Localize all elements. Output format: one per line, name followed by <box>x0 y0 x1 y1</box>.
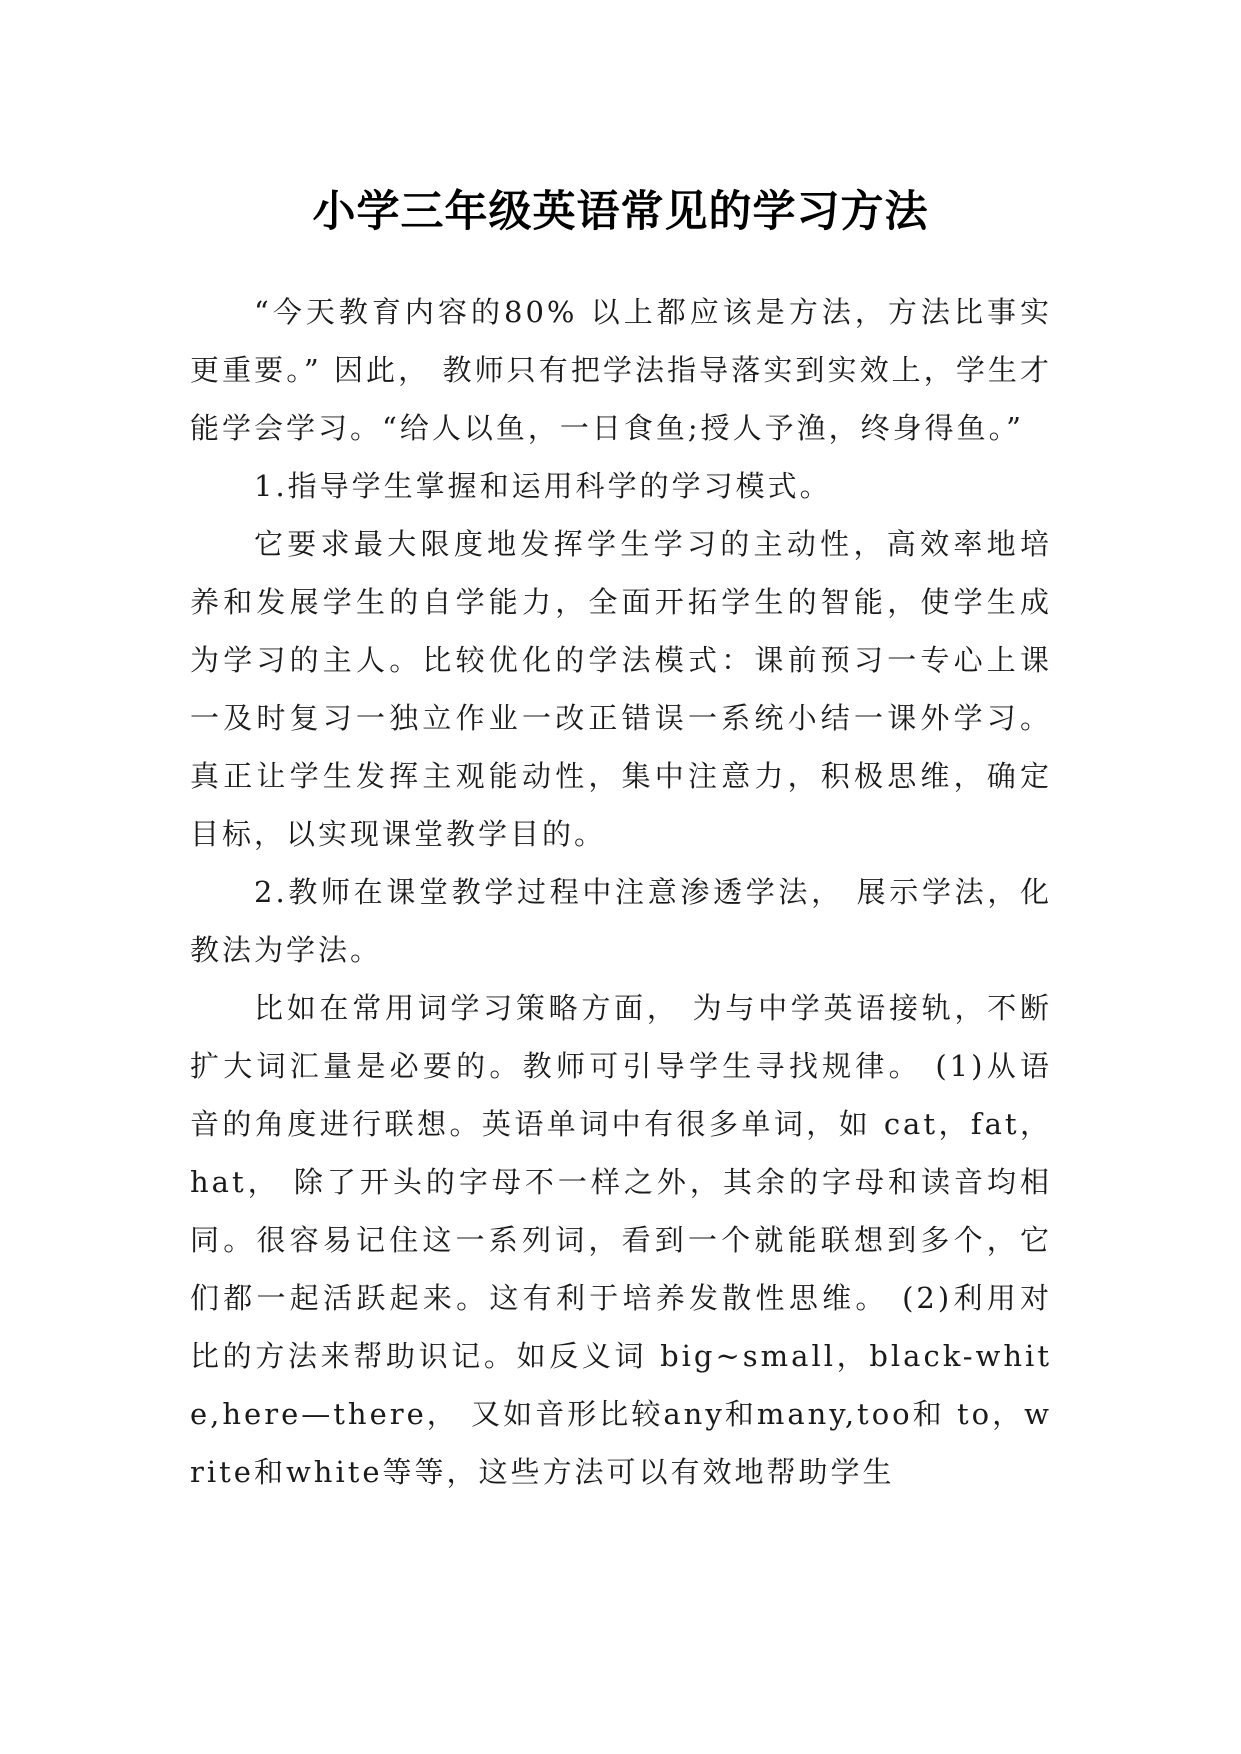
document-body <box>190 283 1052 1501</box>
paragraph-heading-2: 2.教师在课堂教学过程中注意渗透学法， 展示学法，化教法为学法。 <box>190 875 1052 967</box>
document-title: 小学三年级英语常见的学习方法 <box>312 186 929 237</box>
paragraph-learning-mode: 它要求最大限度地发挥学生学习的主动性，高效率地培养和发展学生的自学能力，全面开拓学生的智能，使学生成为学习的主人。比较优化的学法模式：课前预习一专心上课一及时复习一独立作业一改正错误一系统小结一课外学习。真正让学生发挥主观能动性，集中注意力，积极思维，确定目标，以实现课堂教学目的。 <box>190 527 1052 851</box>
paragraph-intro-quote: “今天教育内容的80% 以上都应该是方法，方法比事实更重要。” 因此， 教师只有把学法指导落实到实效上，学生才能学会学习。“给人以鱼，一日食鱼;授人予渔，终身得鱼。” <box>190 295 1052 445</box>
paragraph-vocabulary-strategy: 比如在常用词学习策略方面， 为与中学英语接轨，不断扩大词汇量是必要的。教师可引导学生寻找规律。 (1)从语音的角度进行联想。英语单词中有很多单词，如 cat，fat，hat， 除了开头的字母不一样之外，其余的字母和读音均相同。很容易记住这一系列词，看到一个就能联想到多个，它们都一起活跃起来。这有利于培养发散性思维。 (2)利用对比的方法来帮助识记。如反义词 big~small，black-white,here—there， 又如音形比较any和many,too和 to，write和white等等，这些方法可以有效地帮助学生 <box>190 991 1052 1489</box>
paragraph-heading-1: 1.指导学生掌握和运用科学的学习模式。 <box>254 469 832 503</box>
